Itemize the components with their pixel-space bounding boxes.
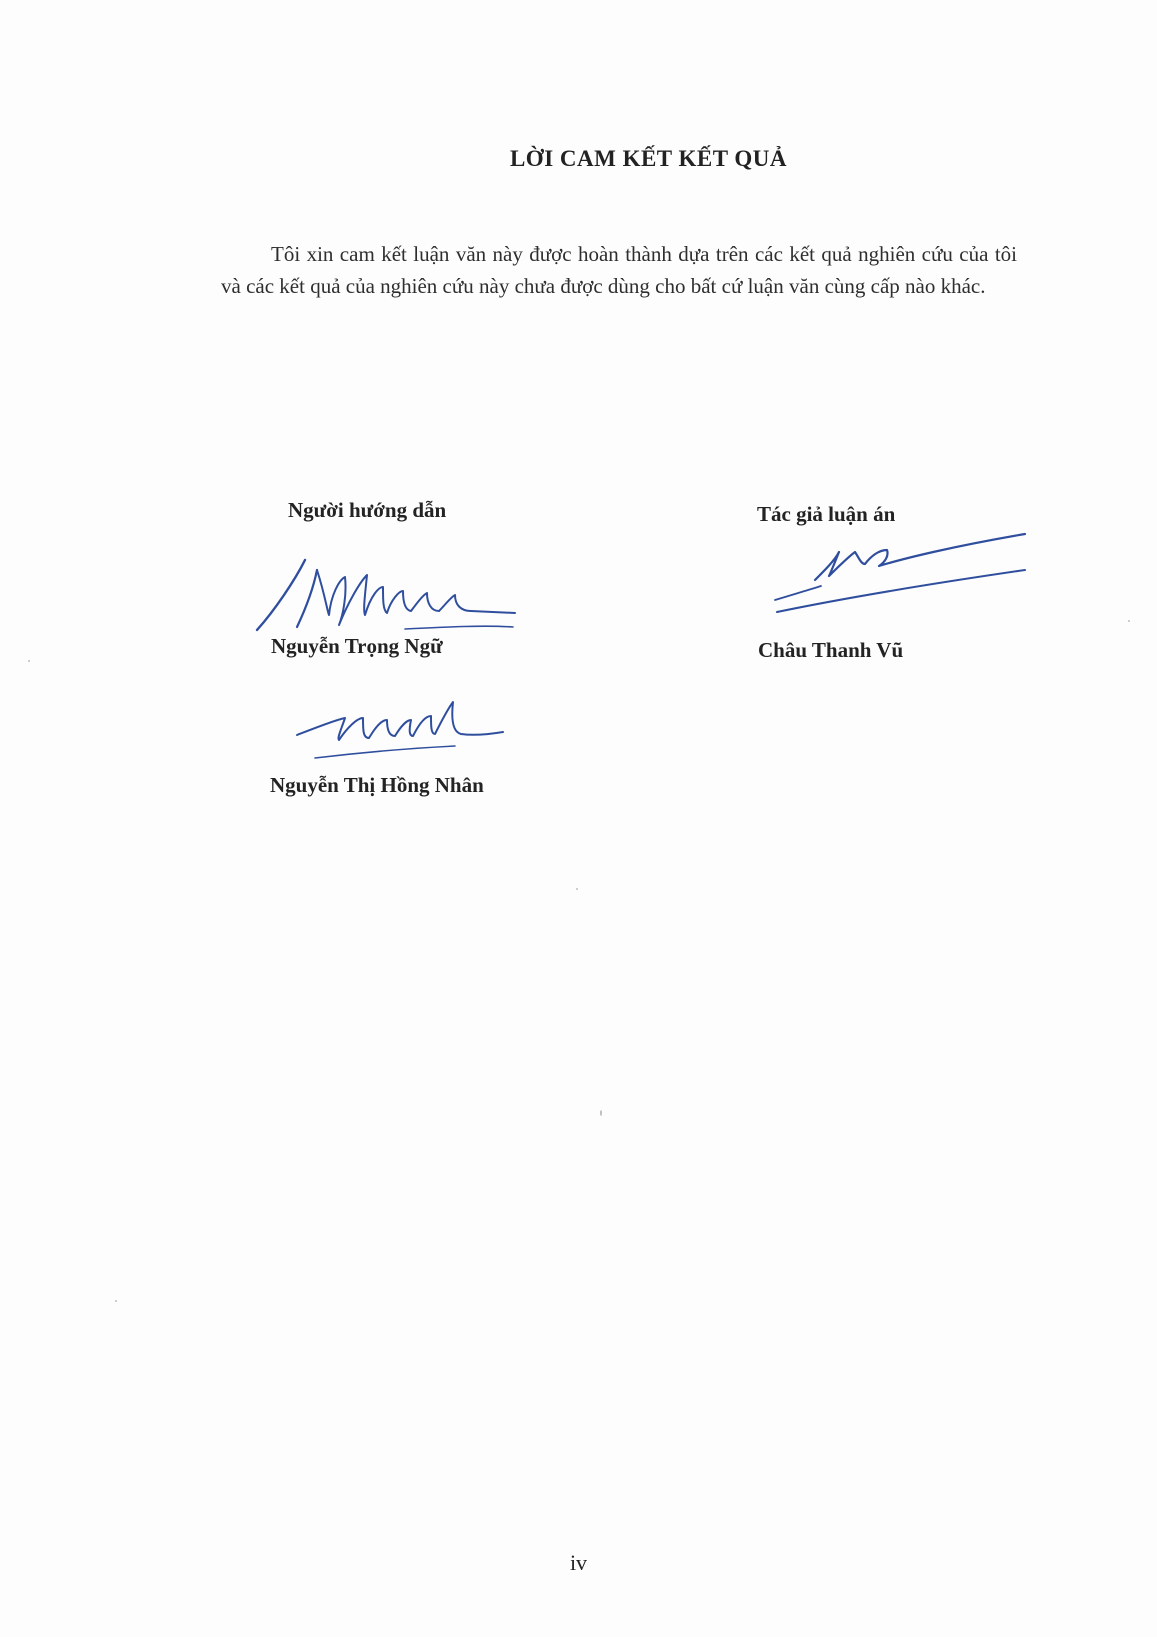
scan-speck (115, 1300, 117, 1302)
scan-speck (1128, 620, 1130, 622)
author-signature (775, 530, 1035, 620)
scan-speck (600, 1110, 602, 1116)
advisor-2-signature (295, 690, 505, 765)
commitment-paragraph: Tôi xin cam kết luận văn này được hoàn thành dựa trên các kết quả nghiên cứu của tôi và các kết quả của nghiên cứu này chưa được dùng cho bất cứ luận văn cùng cấp nào khác. (221, 242, 1017, 298)
advisor-1-signature (255, 555, 515, 635)
author-role-label: Tác giả luận án (757, 502, 896, 526)
page-number: iv (569, 1550, 588, 1575)
scan-speck (28, 660, 30, 662)
advisor-1-name: Nguyễn Trọng Ngữ (271, 634, 443, 658)
advisor-2-name: Nguyễn Thị Hồng Nhân (270, 773, 484, 797)
scan-speck (576, 888, 578, 890)
advisor-role-label: Người hướng dẫn (288, 498, 447, 522)
author-name: Châu Thanh Vũ (758, 638, 904, 662)
document-title: LỜI CAM KẾT KẾT QUẢ (509, 146, 788, 171)
